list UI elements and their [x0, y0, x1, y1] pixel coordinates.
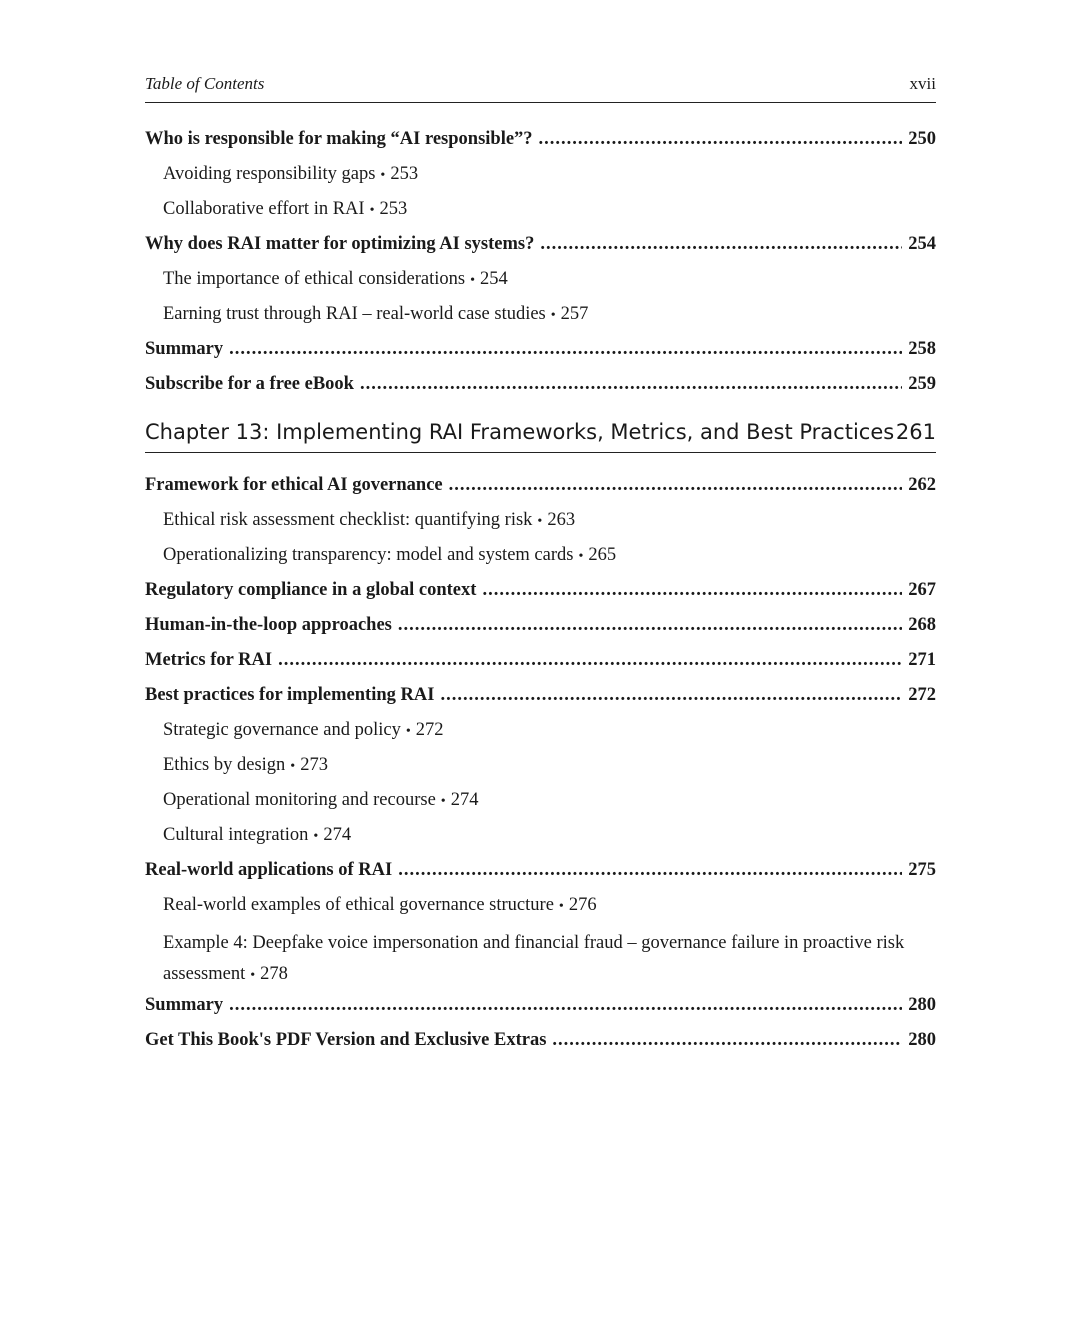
- entry-page: 274: [450, 790, 479, 810]
- bullet-icon: •: [290, 759, 296, 774]
- bullet-icon: •: [470, 273, 475, 288]
- chapter-title: Chapter 13: Implementing RAI Frameworks, Metrics, and Best Practices: [145, 420, 895, 444]
- entry-page: 276: [568, 895, 597, 915]
- bullet-icon: •: [313, 829, 319, 844]
- toc-subsection-entry[interactable]: [163, 753, 936, 779]
- bullet-icon: •: [578, 549, 584, 564]
- entry-page: 267: [908, 580, 936, 600]
- entry-label: Best practices for implementing RAI: [145, 685, 435, 705]
- toc-section-entry[interactable]: [145, 648, 936, 672]
- entry-page: 275: [908, 860, 936, 880]
- dot-leader: [552, 1028, 902, 1052]
- dot-leader: [482, 578, 902, 602]
- toc-subsection-entry[interactable]: [163, 823, 936, 849]
- toc-subsection-entry[interactable]: [163, 508, 936, 534]
- entry-page: 280: [908, 995, 936, 1015]
- entry-page: 268: [908, 615, 936, 635]
- entry-label: Framework for ethical AI governance: [145, 475, 443, 495]
- entry-page: 272: [908, 685, 936, 705]
- entry-label: Get This Book's PDF Version and Exclusive Extras: [145, 1030, 547, 1050]
- bullet-icon: •: [405, 724, 411, 739]
- entry-label: Example 4: Deepfake voice impersonation and financial fraud – governance failure in proactive risk assessment: [163, 933, 905, 984]
- entry-label: Strategic governance and policy: [163, 720, 401, 740]
- dot-leader: [229, 337, 902, 361]
- entry-label: Ethics by design: [163, 755, 286, 775]
- entry-label: Summary: [145, 995, 224, 1015]
- entry-page: 250: [908, 129, 936, 149]
- header-title: Table of Contents: [145, 74, 265, 93]
- bullet-icon: •: [369, 203, 375, 218]
- toc-subsection-entry[interactable]: [163, 928, 936, 991]
- entry-page: 278: [260, 964, 288, 984]
- entry-label: Regulatory compliance in a global context: [145, 580, 477, 600]
- bullet-icon: •: [558, 899, 564, 914]
- bullet-icon: •: [250, 968, 256, 983]
- entry-page: 271: [908, 650, 936, 670]
- dot-leader: [229, 993, 902, 1017]
- entry-label: Real-world applications of RAI: [145, 860, 393, 880]
- dot-leader: [360, 372, 902, 396]
- dot-leader: [398, 858, 902, 882]
- dot-leader: [449, 473, 903, 497]
- toc-section-entry[interactable]: [145, 232, 936, 256]
- entry-page: 258: [908, 339, 936, 359]
- chapter-page: 261: [895, 420, 936, 444]
- toc-section-entry[interactable]: [145, 858, 936, 882]
- toc-section-entry[interactable]: [145, 1028, 936, 1052]
- toc-section-entry[interactable]: [145, 613, 936, 637]
- toc-subsection-entry[interactable]: [163, 162, 936, 188]
- toc-subsection-entry[interactable]: [163, 893, 936, 919]
- entry-page: 254: [908, 234, 936, 254]
- bullet-icon: •: [550, 308, 556, 323]
- entry-label: Summary: [145, 339, 224, 359]
- bullet-icon: •: [440, 794, 446, 809]
- bullet-icon: •: [537, 514, 543, 529]
- entry-page: 257: [560, 304, 589, 324]
- toc-subsection-entry[interactable]: [163, 302, 936, 328]
- dot-leader: [540, 232, 902, 256]
- toc-subsection-entry[interactable]: [163, 543, 936, 569]
- entry-page: 265: [588, 545, 617, 565]
- chapter-heading[interactable]: [145, 420, 936, 453]
- toc-subsection-entry[interactable]: [163, 267, 936, 293]
- toc-section-entry[interactable]: [145, 473, 936, 497]
- toc-subsection-entry[interactable]: [163, 197, 936, 223]
- header-page-number: xvii: [909, 74, 936, 93]
- entry-label: Who is responsible for making “AI responsible”?: [145, 129, 533, 149]
- entry-label: Subscribe for a free eBook: [145, 374, 354, 394]
- entry-page: 280: [908, 1030, 936, 1050]
- entry-label: Earning trust through RAI – real-world case studies: [163, 304, 546, 324]
- entry-label: Cultural integration: [163, 825, 309, 845]
- entry-page: 272: [415, 720, 444, 740]
- toc-section-entry[interactable]: [145, 372, 936, 396]
- toc-section-entry[interactable]: [145, 683, 936, 707]
- dot-leader: [398, 613, 902, 637]
- entry-label: Real-world examples of ethical governance structure: [163, 895, 554, 915]
- entry-page: 263: [547, 510, 576, 530]
- toc-section-entry[interactable]: [145, 578, 936, 602]
- entry-label: Human-in-the-loop approaches: [145, 615, 392, 635]
- dot-leader: [440, 683, 902, 707]
- entry-label: The importance of ethical considerations: [163, 269, 466, 289]
- entry-label: Collaborative effort in RAI: [163, 199, 365, 219]
- running-header: [145, 74, 936, 103]
- toc-section-entry[interactable]: [145, 127, 936, 151]
- entry-label: Avoiding responsibility gaps: [163, 164, 376, 184]
- entry-page: 262: [908, 475, 936, 495]
- bullet-icon: •: [380, 168, 386, 183]
- entry-label: Operational monitoring and recourse: [163, 790, 436, 810]
- toc-subsection-entry[interactable]: [163, 718, 936, 744]
- entry-page: 273: [300, 755, 328, 775]
- entry-page: 253: [390, 164, 419, 184]
- entry-page: 253: [379, 199, 408, 219]
- entry-page: 259: [908, 374, 936, 394]
- entry-label: Operationalizing transparency: model and system cards: [163, 545, 574, 565]
- entry-label: Metrics for RAI: [145, 650, 273, 670]
- entry-label: Ethical risk assessment checklist: quantifying risk: [163, 510, 533, 530]
- toc-section-entry[interactable]: [145, 337, 936, 361]
- entry-label: Why does RAI matter for optimizing AI systems?: [145, 234, 535, 254]
- entry-page: 274: [323, 825, 352, 845]
- dot-leader: [539, 127, 903, 151]
- toc-section-entry[interactable]: [145, 993, 936, 1017]
- entry-page: 254: [479, 269, 508, 289]
- dot-leader: [278, 648, 902, 672]
- toc-subsection-entry[interactable]: [163, 788, 936, 814]
